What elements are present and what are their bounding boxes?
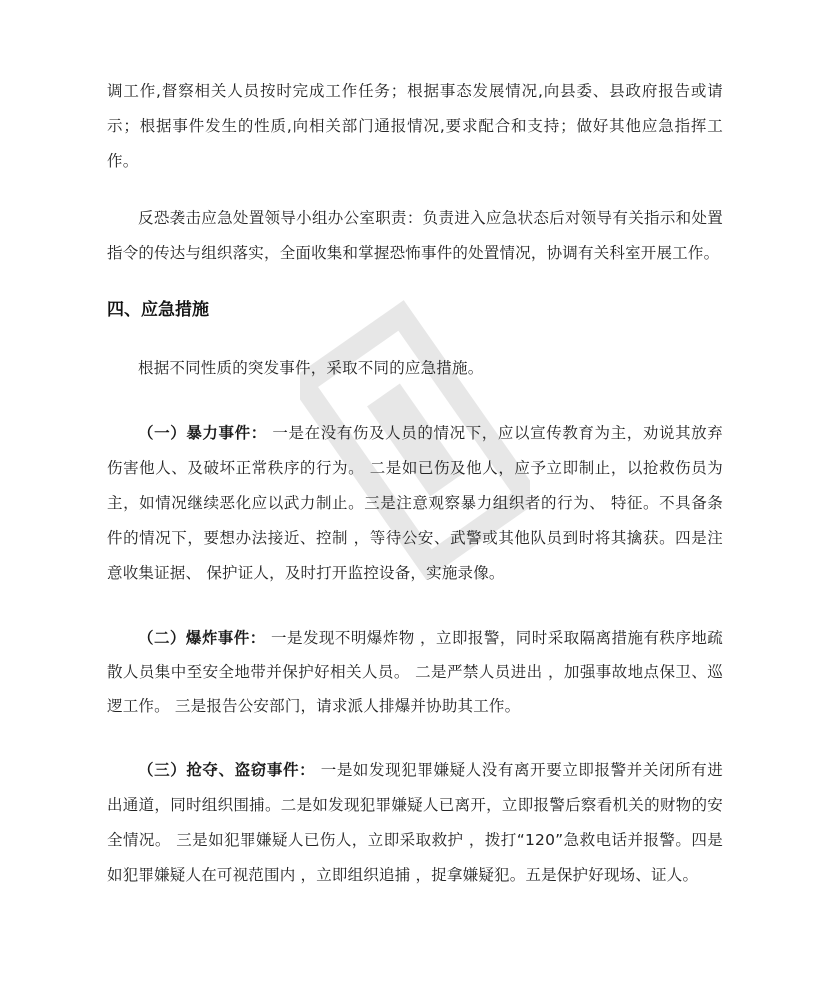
measure-robbery-theft-incident xyxy=(107,753,723,893)
measure-title: （二）爆炸事件： xyxy=(138,629,266,647)
paragraph-office-duties: 反恐袭击应急处置领导小组办公室职责：负责进入应急状态后对领导有关指示和处置指令的传达与组织落实，全面收集和掌握恐怖事件的处置情况，协调有关科室开展工作。 xyxy=(107,209,723,262)
document-body xyxy=(107,74,723,893)
measure-violent-incident xyxy=(107,416,723,591)
measure-body: 一是发现不明爆炸物 ，立即报警，同时采取隔离措施有秩序地疏散人员集中至安全地带并保护好相关人员。 二是严禁人员进出 ，加强事故地点保卫、巡逻工作。 三是报告公安部门，请求派人排爆并协助其工作。 xyxy=(107,629,723,715)
measure-explosion-incident xyxy=(107,621,723,723)
measure-title: （三）抢夺、盗窃事件： xyxy=(138,761,316,779)
measure-body: 一是如发现犯罪嫌疑人没有离开要立即报警并关闭所有进出通道，同时组织围捕。二是如发现犯罪嫌疑人已离开，立即报警后察看机关的财物的安全情况。 三是如犯罪嫌疑人已伤人，立即采取救护 ，拨打“120”急救电话并报警。四是如犯罪嫌疑人在可视范围内 ，立即组织追捕 ，捉拿嫌疑犯。五是保护好现场、证人。 xyxy=(107,761,723,884)
section-heading-emergency-measures: 四、应急措施 xyxy=(107,300,209,320)
measure-body: 一是在没有伤及人员的情况下，应以宣传教育为主，劝说其放弃伤害他人、及破坏正常秩序的行为。 二是如已伤及他人，应予立即制止，以抢救伤员为主，如情况继续恶化应以武力制止。三是注意观察暴力组织者的行为、 特征。不具备条件的情况下，要想办法接近、控制 ，等待公安、武警或其他队员到时将其擒获。四是注意收集证据、 保护证人，及时打开监控设备，实施录像。 xyxy=(107,424,723,582)
paragraph-intro: 根据不同性质的突发事件，采取不同的应急措施。 xyxy=(138,359,484,377)
paragraph-duties-continued: 调工作,督察相关人员按时完成工作任务；根据事态发展情况,向县委、县政府报告或请示；根据事件发生的性质,向相关部门通报情况,要求配合和支持；做好其他应急指挥工作。 xyxy=(107,82,723,170)
measure-title: （一）暴力事件： xyxy=(138,424,267,442)
